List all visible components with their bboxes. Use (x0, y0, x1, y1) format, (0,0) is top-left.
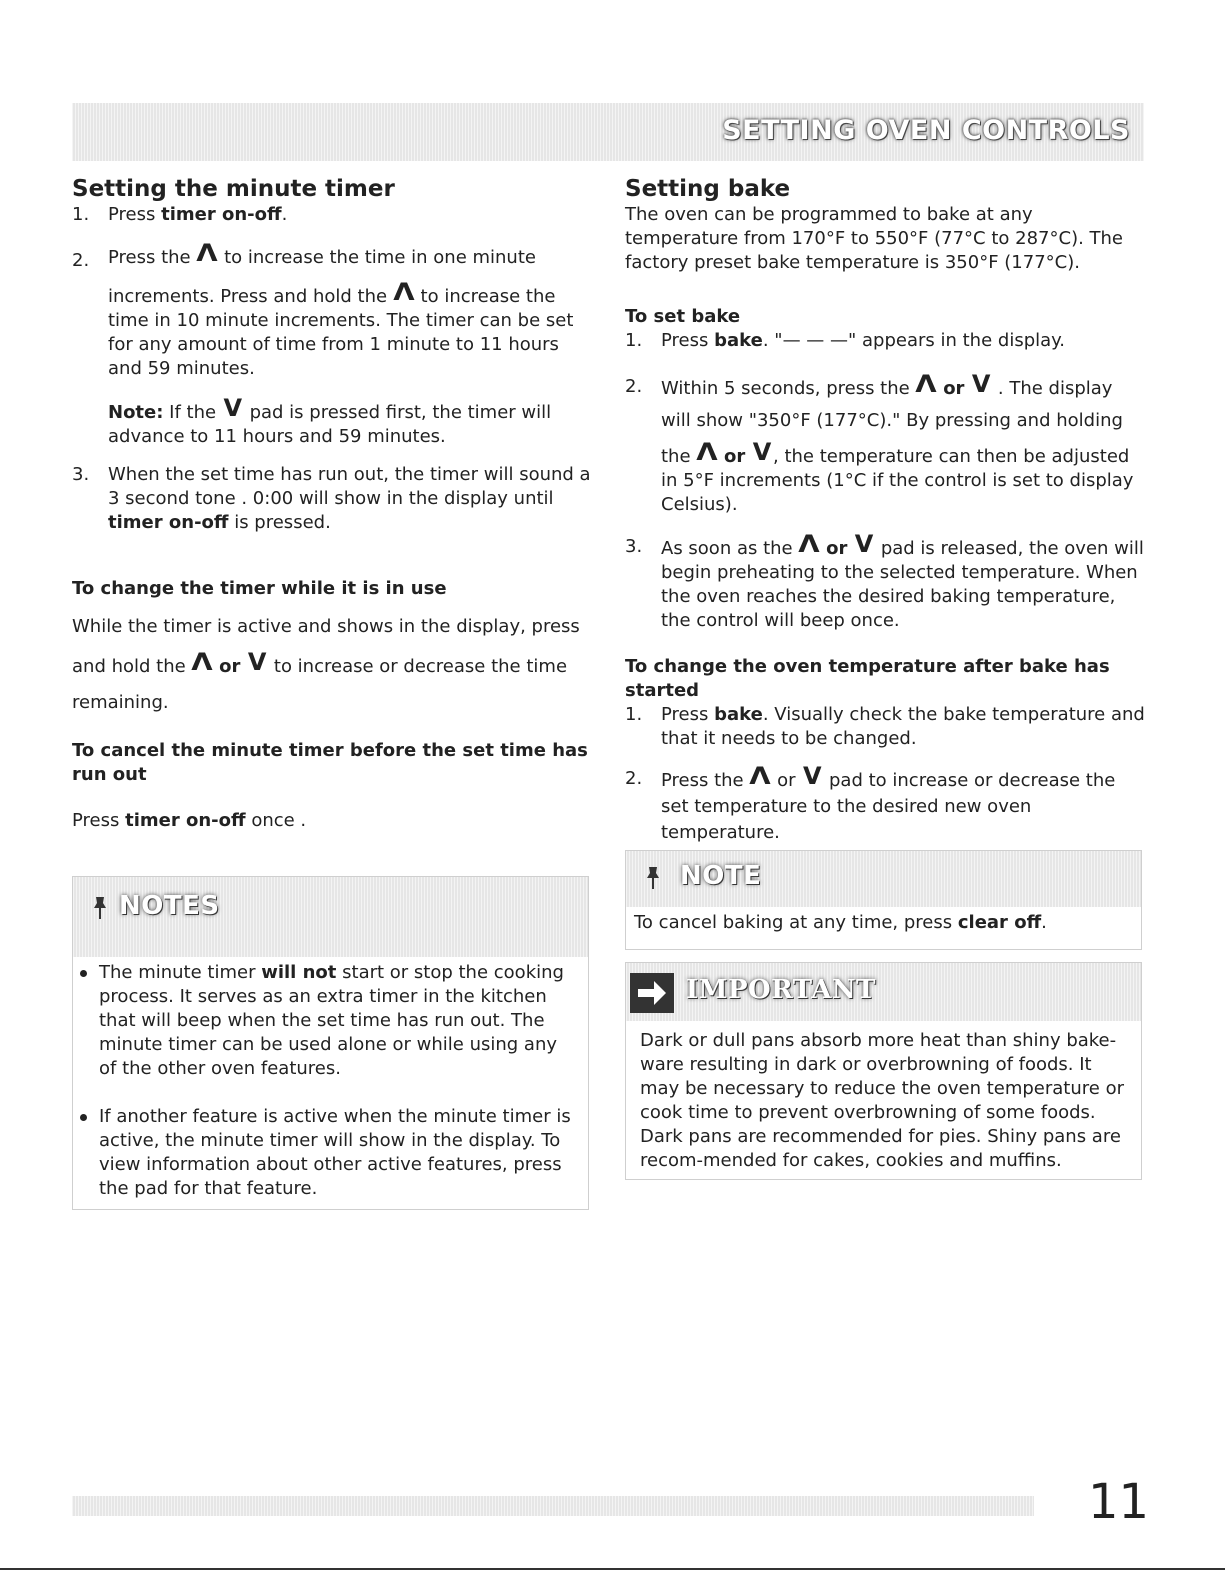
important-box (625, 962, 1142, 1180)
pushpin-icon (646, 867, 660, 889)
step-text: Press the (108, 247, 191, 268)
notes-box-header (73, 877, 588, 957)
step-2 (72, 237, 592, 449)
step-number: 3. (72, 464, 90, 485)
or-label: or (826, 538, 848, 559)
footer-strip (72, 1496, 1034, 1516)
note-text: The minute timer (99, 962, 262, 983)
step-number: 1. (625, 704, 643, 725)
step-number: 3. (625, 536, 643, 557)
or-label: or (219, 656, 241, 677)
important-box-title: IMPORTANT (686, 975, 877, 1005)
pushpin-icon (93, 897, 107, 919)
note-label: Note: (108, 402, 164, 423)
change-timer-text: to increase or decrease the time (273, 656, 568, 677)
timer-on-off-label: timer on-off (161, 204, 282, 225)
step-number: 1. (625, 330, 643, 351)
cancel-text: Press (72, 810, 126, 831)
down-arrow-icon: V (854, 530, 874, 558)
step-2 (625, 363, 1145, 517)
step-text: Press the (661, 770, 744, 791)
change-temp-steps (625, 703, 1145, 846)
minute-timer-heading: Setting the minute timer (72, 176, 395, 202)
step-1 (72, 203, 592, 227)
step-3 (72, 463, 592, 535)
note-box-header (626, 851, 1141, 907)
step-text: . "— — —" appears in the display. (762, 330, 1065, 351)
page-number: 11 (1088, 1474, 1150, 1530)
change-temp-heading: To change the oven temperature after bake has started (625, 656, 1110, 701)
or-label: or (943, 378, 965, 399)
step-number: 2. (625, 768, 643, 789)
note-box (625, 850, 1142, 950)
up-arrow-icon: Λ (196, 239, 219, 267)
step-3 (625, 527, 1145, 633)
down-arrow-icon: V (752, 438, 772, 466)
or-label: or (777, 770, 796, 791)
note-text: If the (163, 402, 217, 423)
step-text: Press (108, 204, 162, 225)
step-text: increments. Press and hold the (108, 286, 388, 307)
down-arrow-icon: V (247, 648, 267, 676)
step-number: 2. (72, 250, 90, 271)
timer-on-off-label: timer on-off (125, 810, 246, 831)
note-text (626, 907, 1141, 939)
important-box-header (626, 963, 1141, 1021)
change-timer-text: While the timer is active and shows in the display, press (72, 616, 580, 637)
note-text: If another feature is active when the minute timer is active, the minute timer will show in the display. To view information about other active features, press the pad for that feature. (99, 1106, 571, 1199)
step-text: As soon as the (661, 538, 793, 559)
header-bar (72, 103, 1144, 161)
cancel-timer-heading: To cancel the minute timer before the set time has run out (72, 740, 588, 785)
right-column (625, 175, 1145, 846)
notes-box (72, 876, 589, 1210)
step-text: is pressed. (228, 512, 331, 533)
down-arrow-icon: V (223, 394, 243, 422)
step-text: pad is released, the oven will begin preheating to the selected temperature. When the oven reaches the desired baking temperature, the control will beep once. (661, 538, 1144, 631)
step-text: the (661, 446, 691, 467)
notes-box-title: NOTES (119, 891, 220, 921)
up-arrow-icon: Λ (696, 438, 718, 466)
step-text: to increase the time in one minute (224, 247, 536, 268)
step-text: Within 5 seconds, press the (661, 378, 910, 399)
step-text: to increase the time in 10 minute increments. The timer can be set for any amount of time from 1 minute to 11 hours and 59 minutes. (108, 286, 574, 379)
up-arrow-icon: Λ (798, 530, 821, 558)
left-column (72, 175, 592, 833)
up-arrow-icon: Λ (749, 762, 772, 790)
step-text: Press (661, 704, 715, 725)
up-arrow-icon: Λ (393, 278, 415, 306)
down-arrow-icon: V (802, 762, 822, 790)
step-text: . Visually check the bake temperature and that it needs to be changed. (661, 704, 1145, 749)
timer-on-off-label: timer on-off (108, 512, 229, 533)
important-text: Dark or dull pans absorb more heat than shiny bake-ware resulting in dark or overbrowning of foods. It may be necessary to reduce the oven temperature or cook time to prevent overbrowning of some foods. Dark pans are recommended for pies. Shiny pans are recom-mended for cakes, cookies and muffins. (640, 1030, 1124, 1171)
cancel-text: once . (245, 810, 307, 831)
step-text: Press (661, 330, 715, 351)
clear-off-label: clear off (957, 912, 1042, 933)
note-text: start or stop the cooking process. It serves as an extra timer in the kitchen that will beep when the set time has run out. The minute timer can be used alone or while using any of the other oven features. (99, 962, 564, 1079)
note-text-span: . (1041, 912, 1047, 933)
minute-timer-steps (72, 203, 592, 535)
list-item (73, 1105, 578, 1201)
step-number: 2. (625, 376, 643, 397)
arrow-box-icon (630, 973, 674, 1013)
step-number: 1. (72, 204, 90, 225)
bake-intro: The oven can be programmed to bake at any temperature from 170°F to 550°F (77°C to 287°C). The factory preset bake temperature is 350°F (177°C). (625, 204, 1124, 273)
note-text-span: To cancel baking at any time, press (634, 912, 958, 933)
or-label: or (724, 446, 746, 467)
bottom-rule (0, 1568, 1225, 1570)
change-timer-text: remaining. (72, 692, 169, 713)
down-arrow-icon: V (971, 370, 991, 398)
bake-label: bake (714, 704, 763, 725)
step-text: . The display will show "350°F (177°C)." By pressing and holding (661, 378, 1123, 431)
step-text: When the set time has run out, the timer will sound a 3 second tone . 0:00 will show in the display until (108, 464, 591, 509)
step-2 (625, 763, 1145, 846)
list-item (73, 961, 578, 1081)
will-not-label: will not (261, 962, 337, 983)
change-timer-text: and hold the (72, 656, 186, 677)
change-timer-heading: To change the timer while it is in use (72, 578, 447, 599)
note-text: pad is pressed first, the timer will advance to 11 hours and 59 minutes. (108, 402, 552, 447)
step-text: pad to increase or decrease the set temperature to the desired new oven temperature. (661, 770, 1116, 843)
setting-bake-heading: Setting bake (625, 176, 791, 202)
up-arrow-icon: Λ (915, 370, 938, 398)
step-1 (625, 329, 1145, 353)
step-1 (625, 703, 1145, 751)
step-text: , the temperature can then be adjusted in 5°F increments (1°C if the control is set to display Celsius). (661, 446, 1134, 515)
set-bake-heading: To set bake (625, 306, 741, 327)
step-text: . (281, 204, 288, 225)
section-title: SETTING OVEN CONTROLS (722, 115, 1130, 146)
set-bake-steps (625, 329, 1145, 633)
note-box-title: NOTE (680, 861, 762, 891)
up-arrow-icon: Λ (191, 648, 214, 676)
bake-label: bake (714, 330, 763, 351)
notes-list (73, 961, 588, 1201)
